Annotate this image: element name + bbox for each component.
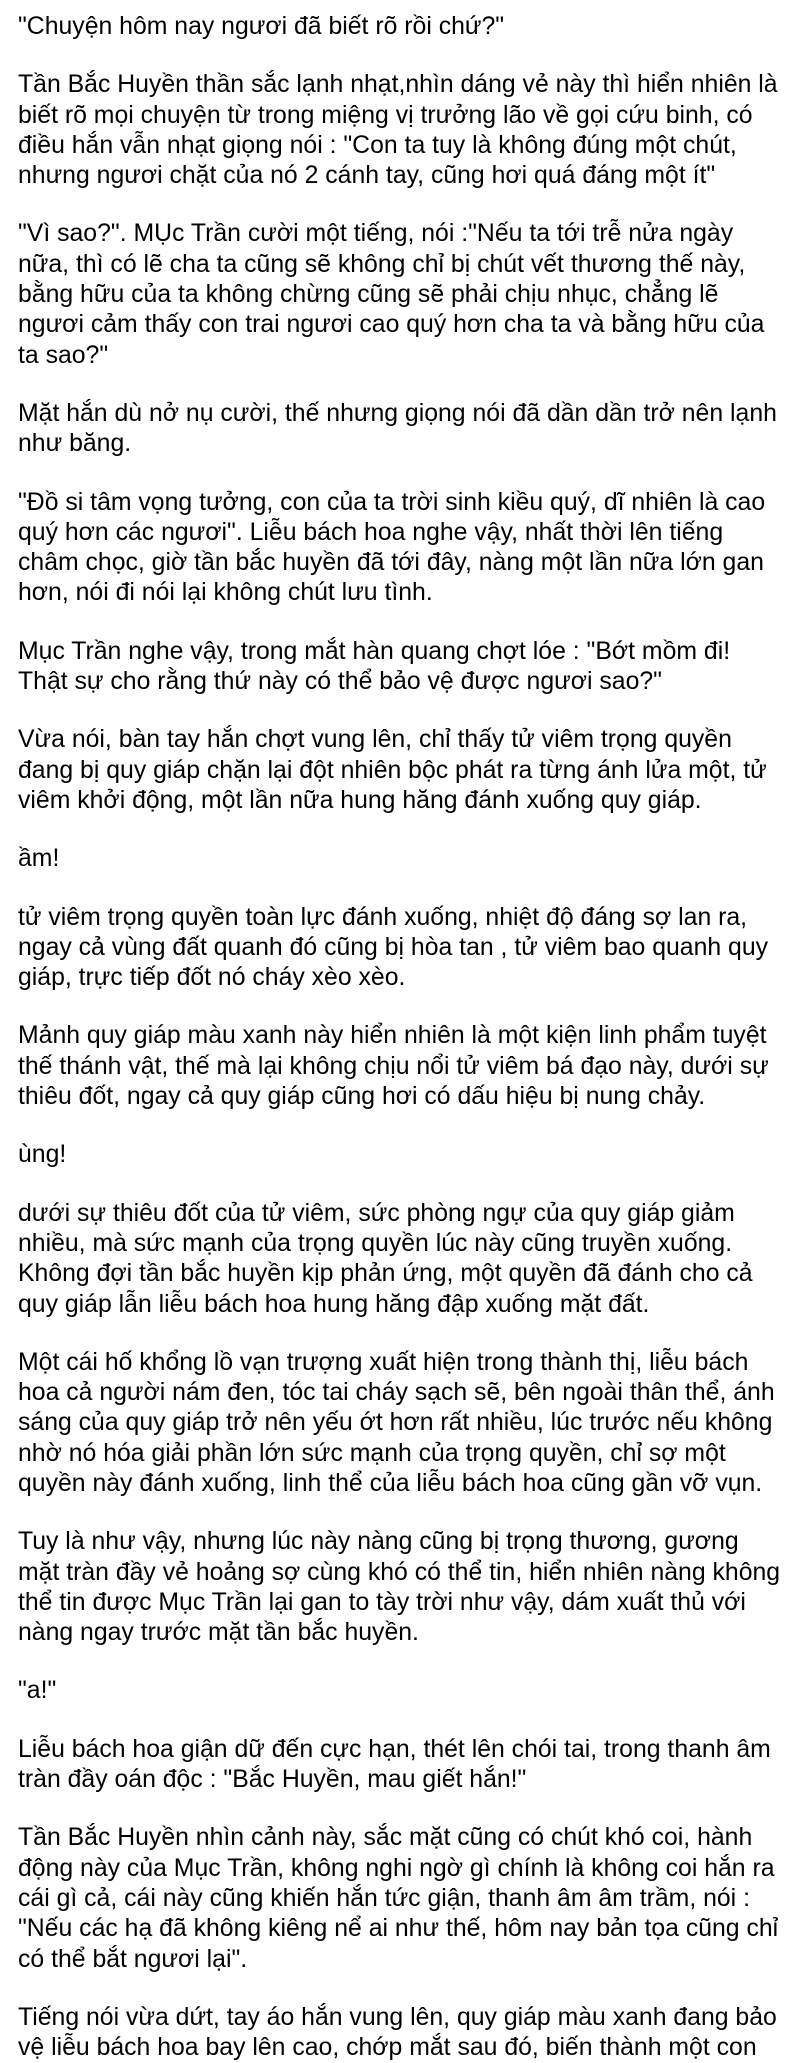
paragraph: Tuy là như vậy, nhưng lúc này nàng cũng bị trọng thương, gương mặt tràn đầy vẻ hoảng sợ cùng khó có thể tin, hiển nhiên nàng không thể tin được Mục Trần lại gan to tày trời như vậy, dám xuất thủ với nàng ngay trước mặt tần bắc huyền. xyxy=(18,1528,781,1647)
paragraph: Tần Bắc Huyền thần sắc lạnh nhạt,nhìn dáng vẻ này thì hiển nhiên là biết rõ mọi chuyện từ trong miệng vị trưởng lão về gọi cứu binh, có điều hắn vẫn nhạt giọng nói : "Con ta tuy là không đúng một chút, nhưng ngươi chặt của nó 2 cánh tay, cũng hơi quá đáng một ít" xyxy=(18,71,778,190)
paragraph: Tiếng nói vừa dứt, tay áo hắn vung lên, quy giáp màu xanh đang bảo vệ liễu bách hoa bay lên cao, chớp mắt sau đó, biến thành một con xyxy=(18,2003,777,2062)
paragraph: "a!" xyxy=(18,1677,57,1705)
paragraph: Liễu bách hoa giận dữ đến cực hạn, thét lên chói tai, trong thanh âm tràn đầy oán độc : "Bắc Huyền, mau giết hắn!" xyxy=(18,1735,771,1794)
paragraph: Vừa nói, bàn tay hắn chợt vung lên, chỉ thấy tử viêm trọng quyền đang bị quy giáp chặn lại đột nhiên bộc phát ra từng ánh lửa một, tử viêm khởi động, một lần nữa hung hăng đánh xuống quy giáp. xyxy=(18,726,767,814)
paragraph: Một cái hố khổng lồ vạn trượng xuất hiện trong thành thị, liễu bách hoa cả người nám đen, tóc tai cháy sạch sẽ, bên ngoài thân thể, ánh sáng của quy giáp trở nên yếu ớt hơn rất nhiều, lúc trước nếu không nhờ nó hóa giải phần lớn sức mạnh của trọng quyền, chỉ sợ một quyền này đánh xuống, linh thể của liễu bách hoa cũng gần vỡ vụn. xyxy=(18,1348,775,1497)
paragraph: Mảnh quy giáp màu xanh này hiển nhiên là một kiện linh phẩm tuyệt thế thánh vật, thế mà lại không chịu nổi tử viêm bá đạo này, dưới sự thiêu đốt, ngay cả quy giáp cũng hơi có dấu hiệu bị nung chảy. xyxy=(18,1022,769,1111)
paragraph: "Vì sao?". MỤc Trần cười một tiếng, nói :"Nếu ta tới trễ nửa ngày nữa, thì có lẽ cha ta cũng sẽ không chỉ bị chút vết thương thế này, bằng hữu của ta không chừng cũng sẽ phải chịu nhục, chẳng lẽ ngươi cảm thấy con trai ngươi cao quý hơn cha ta và bằng hữu của ta sao?" xyxy=(18,220,765,369)
paragraph: Mặt hắn dù nở nụ cười, thế nhưng giọng nói đã dần dần trở nên lạnh như băng. xyxy=(18,399,777,458)
paragraph: "Đồ si tâm vọng tưởng, con của ta trời sinh kiều quý, dĩ nhiên là cao quý hơn các ngươi". Liễu bách hoa nghe vậy, nhất thời lên tiếng châm chọc, giờ tần bắc huyền đã tới đây, nàng một lần nữa lớn gan hơn, nói đi nói lại không chút lưu tình. xyxy=(18,488,766,607)
paragraph: Tần Bắc Huyền nhìn cảnh này, sắc mặt cũng có chút khó coi, hành động này của Mục Trần, không nghi ngờ gì chính là không coi hắn ra cái gì cả, cái này cũng khiến hắn tức giận, thanh âm âm trầm, nói : "Nếu các hạ đã không kiêng nể ai như thế, hôm nay bản tọa cũng chỉ có thể bắt ngươi lại". xyxy=(18,1824,779,1973)
paragraph: dưới sự thiêu đốt của tử viêm, sức phòng ngự của quy giáp giảm nhiều, mà sức mạnh của trọng quyền lúc này cũng truyền xuống. Không đợi tần bắc huyền kịp phản ứng, một quyền đã đánh cho cả quy giáp lẫn liễu bách hoa hung hăng đập xuống mặt đất. xyxy=(18,1199,753,1318)
paragraph: Mục Trần nghe vậy, trong mắt hàn quang chợt lóe : "Bớt mồm đi! Thật sự cho rằng thứ này có thể bảo vệ được ngươi sao?" xyxy=(18,637,731,696)
paragraph: "Chuyện hôm nay ngươi đã biết rõ rồi chứ?" xyxy=(18,13,505,40)
paragraph: ầm! xyxy=(18,845,60,873)
paragraph: ùng! xyxy=(18,1141,67,1169)
paragraph: tử viêm trọng quyền toàn lực đánh xuống, nhiệt độ đáng sợ lan ra, ngay cả vùng đất quanh đó cũng bị hòa tan , tử viêm bao quanh quy giáp, trực tiếp đốt nó cháy xèo xèo. xyxy=(18,903,769,992)
